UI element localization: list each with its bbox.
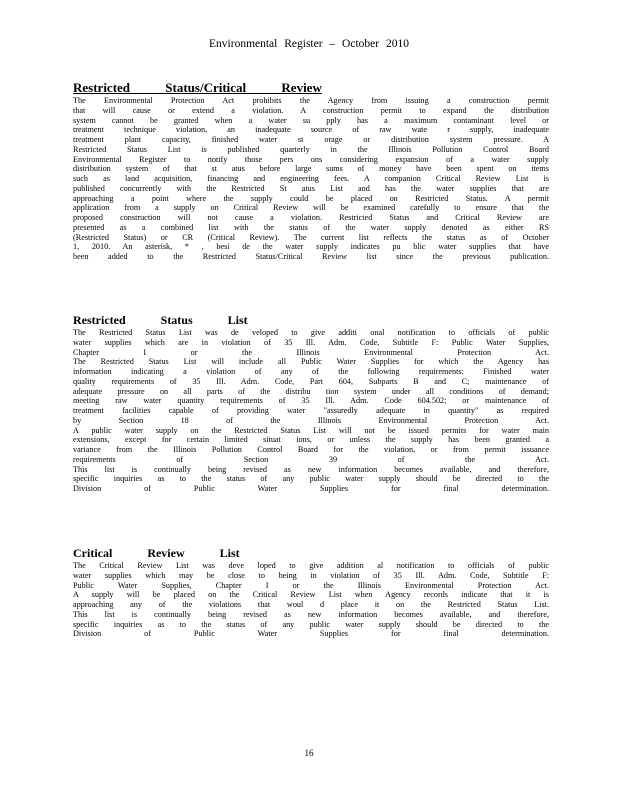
text-line: This list is continually being revised as new information becomes available, and therefore, — [73, 609, 549, 619]
text-line: meeting raw water quantity requirements of 35 Ill. Adm. Code 604.502; or maintenance of — [73, 396, 549, 406]
text-line: Division of Public Water Supplies for final determination. — [73, 629, 549, 639]
text-line: treatment plant capacity, finished water st orage or distribution system pressure. A — [73, 135, 549, 144]
page-number: 16 — [304, 748, 314, 758]
text-line: such as land acquisition, financing and engineering fees. A companion Critical Review List is — [73, 174, 549, 183]
text-line: The Environmental Protection Act prohibits the Agency from issuing a construction permit — [73, 96, 549, 105]
text-line: distribution system of that st atus before large sums of money have been spent on items — [73, 164, 549, 174]
text-line: information indicating a violation of any of the following requirements: Finished water — [73, 367, 549, 376]
text-line: proposed construction will not cause a violation. Restricted Status and Critical Review are — [73, 213, 549, 222]
text-line: This list is continually being revised as new information becomes available, and therefore, — [73, 464, 549, 474]
running-header: Environmental Register – October 2010 — [209, 38, 409, 50]
text-line: quality requirements of 35 Ill. Adm. Code, Part 604, Subparts B and C; maintenance of — [73, 376, 549, 386]
text-line: A supply will be placed on the Critical Review List when Agency records indicate that it is — [73, 590, 549, 600]
text-line: Division of Public Water Supplies for final determination. — [73, 484, 549, 493]
text-line: published concurrently with the Restricted St atus List and has the water supplies that are — [73, 183, 549, 193]
section-title: Restricted Status/Critical Review — [73, 80, 322, 95]
text-line: requirements of Section 39 of the Act. — [73, 454, 549, 464]
text-line: that will cause or extend a violation. A construction permit to expand the distribution — [73, 105, 549, 115]
text-line: specific inquiries as to the status of any public water supply should be directed to the — [73, 619, 549, 629]
section-restricted-status-list — [73, 312, 549, 494]
text-line: approaching any of the violations that woul d place it on the Restricted Status List. — [73, 600, 549, 609]
text-line: by Section 18 of the Illinois Environmental Protection Act. — [73, 415, 549, 425]
section-critical-review-list — [73, 545, 549, 639]
text-line: treatment facilities capable of providing water "assuredly adequate in quantity" as required — [73, 406, 549, 415]
text-line: water supplies which are in violation of 35 Ill. Adm. Code, Subtitle F: Public Water Supplies, — [73, 337, 549, 347]
text-line: presented as a combined list with the status of the water supply denoted as either RS — [73, 222, 549, 232]
text-line: A public water supply on the Restricted Status List will not be issued permits for water main — [73, 425, 549, 435]
section-title: Critical Review List — [73, 546, 240, 560]
section-restricted-status-critical-review — [73, 80, 549, 262]
section-body — [73, 328, 549, 494]
text-line: been added to the Restricted Status/Critical Review list since the previous publication. — [73, 252, 549, 261]
text-line: water supplies which may be close to being in violation of 35 Ill. Adm. Code, Subtitle F: — [73, 570, 549, 580]
text-line: Restricted Status List is published quarterly in the Illinois Pollution Control Board — [73, 144, 549, 154]
text-line: (Restricted Status) or CR (Critical Review). The current list reflects the status as of October — [73, 232, 549, 242]
text-line: application from a supply on Critical Review will be examined carefully to ensure that the — [73, 203, 549, 213]
text-line: adequate pressure on all parts of the distribu tion system under all conditions of demand; — [73, 386, 549, 396]
text-line: The Restricted Status List was de veloped to give additi onal notification to officials of public — [73, 328, 549, 337]
text-line: system cannot be granted when a water su pply has a maximum contaminant level or — [73, 115, 549, 125]
text-line: variance from the Illinois Pollution Control Board for the violation, or from permit issuance — [73, 445, 549, 454]
text-line: The Restricted Status List will include all Public Water Supplies for which the Agency has — [73, 357, 549, 367]
section-body — [73, 96, 549, 262]
text-line: 1, 2010. An asterisk, * , besi de the water supply indicates pu blic water supplies that have — [73, 242, 549, 252]
text-line: approaching a point where the supply could be placed on Restricted Status. A permit — [73, 193, 549, 203]
text-line: Public Water Supplies, Chapter I or the Illinois Environmental Protection Act. — [73, 580, 549, 590]
text-line: treatment technique violation, an inadequate source of raw wate r supply, inadequate — [73, 125, 549, 135]
section-title: Restricted Status List — [73, 313, 248, 327]
text-line: Chapter I or the Illinois Environmental Protection Act. — [73, 347, 549, 357]
text-line: The Critical Review List was deve loped to give addition al notification to officials of public — [73, 561, 549, 570]
section-body — [73, 561, 549, 639]
text-line: specific inquiries as to the status of any public water supply should be directed to the — [73, 474, 549, 484]
text-line: extensions, except for certain limited situat ions, or unless the supply has been granted a — [73, 435, 549, 445]
text-line: Environmental Register to notify those pers ons considering expansion of a water supply — [73, 154, 549, 164]
